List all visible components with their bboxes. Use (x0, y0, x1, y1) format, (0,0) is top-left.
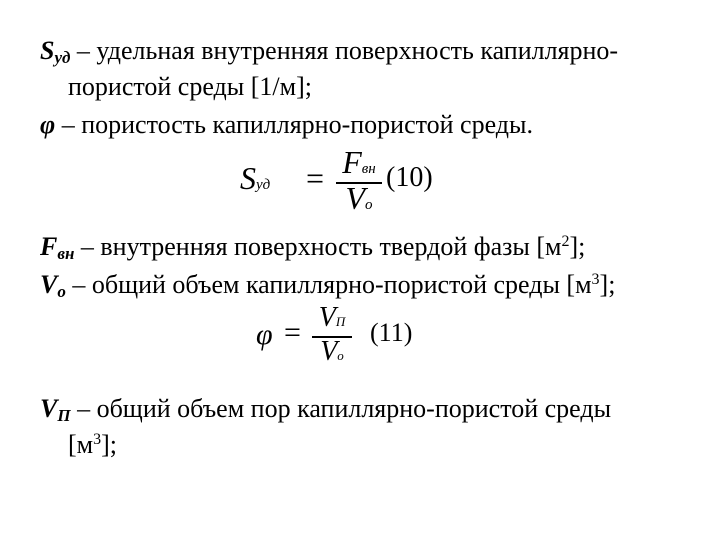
formula-10-equals: = (306, 160, 325, 196)
s-ud-subscript: уд (54, 48, 71, 67)
f-vn-text-after: ]; (569, 232, 586, 261)
formula-11-denominator: Vо (320, 336, 344, 367)
formula-11 (252, 304, 432, 370)
formula-10-lhs: Sуд (240, 160, 271, 196)
phi-symbol: φ (40, 110, 56, 139)
formula-11-equals: = (284, 316, 301, 349)
f-vn-subscript: вн (57, 244, 75, 263)
s-ud-definition-line2 (68, 72, 312, 102)
v-p-definition-line2 (68, 430, 117, 460)
formula-11-numerator: VП (318, 302, 346, 333)
formula-11-fraction (312, 304, 352, 370)
v-o-text-before: – общий объем капиллярно-пористой среды [м (65, 270, 592, 299)
f-vn-definition (40, 232, 585, 269)
formula-11-lhs: φ (256, 318, 273, 351)
phi-text: – пористость капиллярно-пористой среды. (55, 110, 533, 139)
formula-10 (236, 146, 456, 216)
v-p-symbol: V (40, 394, 58, 423)
s-ud-text-line1: – удельная внутренняя поверхность капиллярно- (70, 36, 619, 65)
v-o-subscript: о (57, 282, 66, 301)
formula-10-denominator: Vо (345, 180, 373, 216)
formula-11-number: (11) (370, 318, 413, 347)
formula-10-numerator: Fвн (342, 144, 376, 180)
v-o-symbol: V (40, 270, 58, 299)
f-vn-symbol: F (40, 232, 58, 261)
formula-10-number: (10) (386, 162, 433, 193)
v-p-subscript: П (57, 406, 71, 425)
f-vn-text-before: – внутренняя поверхность твердой фазы [м (74, 232, 562, 261)
s-ud-symbol: S (40, 36, 55, 65)
v-p-text-line2-before: [м (68, 430, 94, 459)
v-o-power: 3 (591, 271, 600, 288)
formula-10-fraction (336, 146, 382, 216)
v-o-text-after: ]; (599, 270, 616, 299)
f-vn-power: 2 (561, 233, 570, 250)
v-p-text-line1: – общий объем пор капиллярно-пористой среды (70, 394, 612, 423)
v-p-definition-line1 (40, 394, 611, 431)
s-ud-definition-line1 (40, 36, 618, 73)
phi-definition (40, 110, 533, 140)
v-p-text-line2-after: ]; (101, 430, 118, 459)
s-ud-text-line2: пористой среды [1/м]; (68, 72, 312, 101)
v-p-power: 3 (93, 431, 102, 448)
